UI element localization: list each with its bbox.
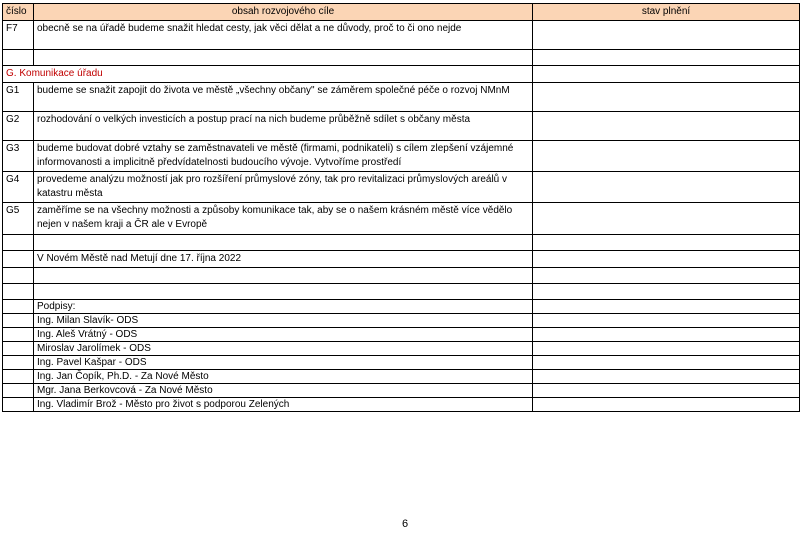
table-row-g2 — [3, 112, 800, 141]
row-content: zaměříme se na všechny možnosti a způsoby komunikace tak, aby se o našem krásném městě více vědělo nejen v našem kraji a ČR ale v Evropě — [34, 203, 533, 235]
empty-cell — [533, 342, 800, 356]
table-row-empty — [3, 50, 800, 66]
place-date: V Novém Městě nad Metují dne 17. října 2022 — [34, 251, 533, 268]
empty-cell — [533, 66, 800, 83]
empty-cell — [3, 314, 34, 328]
row-number: G3 — [3, 141, 34, 172]
empty-cell — [533, 235, 800, 251]
column-header-number: číslo — [3, 4, 34, 21]
row-status — [533, 172, 800, 203]
row-content: budeme se snažit zapojit do života ve městě „všechny občany" se záměrem společné péče o rozvoj NMnM — [34, 83, 533, 112]
table-row-g3 — [3, 141, 800, 172]
row-number: G2 — [3, 112, 34, 141]
signature-name: Ing. Jan Čopík, Ph.D. - Za Nové Město — [34, 370, 533, 384]
empty-cell — [533, 251, 800, 268]
empty-cell — [3, 342, 34, 356]
empty-cell — [3, 384, 34, 398]
row-status — [533, 141, 800, 172]
signature-row — [3, 370, 800, 384]
signature-row — [3, 328, 800, 342]
empty-cell — [3, 370, 34, 384]
row-content: obecně se na úřadě budeme snažit hledat cesty, jak věci dělat a ne důvody, proč to či ono nejde — [34, 21, 533, 50]
signatures-label: Podpisy: — [34, 300, 533, 314]
empty-cell — [34, 235, 533, 251]
empty-cell — [3, 300, 34, 314]
empty-cell — [3, 235, 34, 251]
empty-cell — [533, 50, 800, 66]
empty-cell — [533, 384, 800, 398]
table-row-g5 — [3, 203, 800, 235]
row-status — [533, 21, 800, 50]
column-header-status: stav plnění — [533, 4, 800, 21]
row-content: budeme budovat dobré vztahy se zaměstnavateli ve městě (firmami, podnikateli) s cílem zlepšení vzájemné informovanosti a implicitně předvídatelnosti budoucího vývoje. Vytvoříme prostředí — [34, 141, 533, 172]
goals-table — [2, 3, 800, 412]
signature-row — [3, 314, 800, 328]
row-content: provedeme analýzu možností jak pro rozšíření průmyslové zóny, tak pro revitalizaci průmyslových areálů v katastru města — [34, 172, 533, 203]
table-row-g4 — [3, 172, 800, 203]
empty-cell — [3, 268, 34, 284]
empty-cell — [3, 398, 34, 412]
table-row-empty — [3, 284, 800, 300]
empty-cell — [3, 251, 34, 268]
place-date-row — [3, 251, 800, 268]
empty-cell — [533, 370, 800, 384]
empty-cell — [533, 328, 800, 342]
row-number: G5 — [3, 203, 34, 235]
signature-row — [3, 398, 800, 412]
signature-name: Ing. Pavel Kašpar - ODS — [34, 356, 533, 370]
empty-cell — [34, 50, 533, 66]
row-status — [533, 203, 800, 235]
empty-cell — [3, 356, 34, 370]
table-row-empty — [3, 235, 800, 251]
signatures-label-row — [3, 300, 800, 314]
row-status — [533, 112, 800, 141]
column-header-content: obsah rozvojového cíle — [34, 4, 533, 21]
section-row-g — [3, 66, 800, 83]
empty-cell — [34, 268, 533, 284]
signature-row — [3, 384, 800, 398]
empty-cell — [3, 328, 34, 342]
page-number: 6 — [401, 518, 409, 530]
row-content: rozhodování o velkých investicích a postup prací na nich budeme průběžně sdílet s občany města — [34, 112, 533, 141]
empty-cell — [533, 398, 800, 412]
signature-name: Ing. Milan Slavík- ODS — [34, 314, 533, 328]
signature-name: Ing. Vladimír Brož - Město pro život s podporou Zelených — [34, 398, 533, 412]
table-row-empty — [3, 268, 800, 284]
empty-cell — [34, 284, 533, 300]
signature-row — [3, 356, 800, 370]
section-heading: G. Komunikace úřadu — [3, 66, 533, 83]
empty-cell — [3, 50, 34, 66]
table-row-f7 — [3, 21, 800, 50]
signature-name: Mgr. Jana Berkovcová - Za Nové Město — [34, 384, 533, 398]
empty-cell — [533, 268, 800, 284]
empty-cell — [533, 284, 800, 300]
signature-name: Ing. Aleš Vrátný - ODS — [34, 328, 533, 342]
empty-cell — [3, 284, 34, 300]
row-number: G4 — [3, 172, 34, 203]
row-status — [533, 83, 800, 112]
empty-cell — [533, 314, 800, 328]
empty-cell — [533, 356, 800, 370]
table-row-g1 — [3, 83, 800, 112]
empty-cell — [533, 300, 800, 314]
signature-row — [3, 342, 800, 356]
signature-name: Miroslav Jarolímek - ODS — [34, 342, 533, 356]
table-header-row — [3, 4, 800, 21]
row-number: G1 — [3, 83, 34, 112]
row-number: F7 — [3, 21, 34, 50]
